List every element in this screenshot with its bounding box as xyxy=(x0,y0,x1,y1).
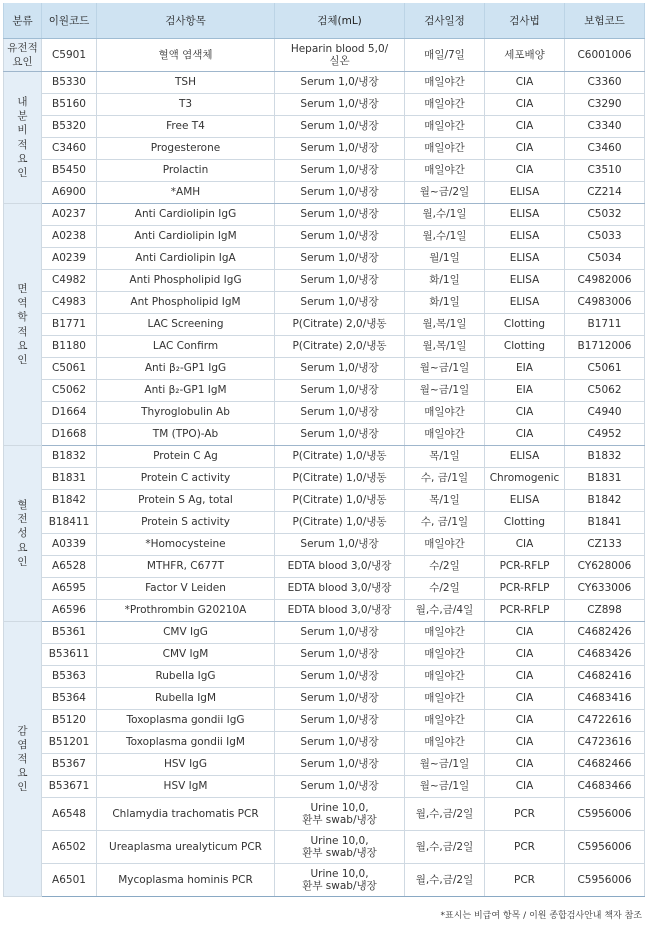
specimen-cell: Urine 10,0, 환부 swab/냉장 xyxy=(275,864,405,897)
table-row xyxy=(4,512,645,534)
code-cell: B1831 xyxy=(42,468,97,490)
code-cell: B1180 xyxy=(42,336,97,358)
specimen-cell: Serum 1,0/냉장 xyxy=(275,666,405,688)
code-cell: B18411 xyxy=(42,512,97,534)
specimen-cell: Serum 1,0/냉장 xyxy=(275,710,405,732)
code-cell: A6900 xyxy=(42,182,97,204)
item-cell: Thyroglobulin Ab xyxy=(97,402,275,424)
method-cell: Clotting xyxy=(485,336,565,358)
item-cell: Protein C activity xyxy=(97,468,275,490)
insurance-cell: C4683416 xyxy=(565,688,645,710)
item-cell: Toxoplasma gondii IgM xyxy=(97,732,275,754)
table-row xyxy=(4,644,645,666)
specimen-cell: EDTA blood 3,0/냉장 xyxy=(275,578,405,600)
insurance-cell: C4683426 xyxy=(565,644,645,666)
item-cell: Protein S Ag, total xyxy=(97,490,275,512)
item-cell: 혈액 염색체 xyxy=(97,39,275,72)
specimen-cell: Serum 1,0/냉장 xyxy=(275,160,405,182)
code-cell: C4983 xyxy=(42,292,97,314)
table-row xyxy=(4,358,645,380)
item-cell: Free T4 xyxy=(97,116,275,138)
header-code: 이원코드 xyxy=(42,3,97,39)
insurance-cell: CY628006 xyxy=(565,556,645,578)
specimen-cell: Serum 1,0/냉장 xyxy=(275,754,405,776)
insurance-cell: C5956006 xyxy=(565,798,645,831)
schedule-cell: 월,수/1일 xyxy=(405,226,485,248)
method-cell: CIA xyxy=(485,424,565,446)
specimen-cell: Serum 1,0/냉장 xyxy=(275,402,405,424)
method-cell: ELISA xyxy=(485,490,565,512)
table-row xyxy=(4,754,645,776)
item-cell: TSH xyxy=(97,72,275,94)
table-row xyxy=(4,402,645,424)
code-cell: B1771 xyxy=(42,314,97,336)
code-cell: B5361 xyxy=(42,622,97,644)
insurance-cell: C5034 xyxy=(565,248,645,270)
table-row xyxy=(4,72,645,94)
item-cell: *AMH xyxy=(97,182,275,204)
schedule-cell: 월~금/1일 xyxy=(405,776,485,798)
table-row xyxy=(4,292,645,314)
code-cell: C3460 xyxy=(42,138,97,160)
schedule-cell: 매일야간 xyxy=(405,622,485,644)
code-cell: A0339 xyxy=(42,534,97,556)
insurance-cell: B1841 xyxy=(565,512,645,534)
table-row xyxy=(4,622,645,644)
insurance-cell: C4682416 xyxy=(565,666,645,688)
schedule-cell: 매일야간 xyxy=(405,534,485,556)
schedule-cell: 월~금/1일 xyxy=(405,754,485,776)
insurance-cell: C5061 xyxy=(565,358,645,380)
insurance-cell: B1842 xyxy=(565,490,645,512)
specimen-cell: Serum 1,0/냉장 xyxy=(275,358,405,380)
insurance-cell: B1711 xyxy=(565,314,645,336)
code-cell: B5120 xyxy=(42,710,97,732)
category-cell: 유전적 요인 xyxy=(4,39,42,72)
item-cell: Protein S activity xyxy=(97,512,275,534)
method-cell: Clotting xyxy=(485,314,565,336)
method-cell: CIA xyxy=(485,160,565,182)
item-cell: Protein C Ag xyxy=(97,446,275,468)
insurance-cell: C4940 xyxy=(565,402,645,424)
header-category: 분류 xyxy=(4,3,42,39)
item-cell: Factor V Leiden xyxy=(97,578,275,600)
item-cell: Anti Cardiolipin IgA xyxy=(97,248,275,270)
specimen-cell: Serum 1,0/냉장 xyxy=(275,622,405,644)
header-schedule: 검사일정 xyxy=(405,3,485,39)
table-row xyxy=(4,226,645,248)
insurance-cell: C4722616 xyxy=(565,710,645,732)
code-cell: B1832 xyxy=(42,446,97,468)
method-cell: ELISA xyxy=(485,204,565,226)
category-cell: 면 역 학 적 요 인 xyxy=(4,204,42,446)
table-row xyxy=(4,864,645,897)
code-cell: B5363 xyxy=(42,666,97,688)
schedule-cell: 매일야간 xyxy=(405,424,485,446)
schedule-cell: 화/1일 xyxy=(405,292,485,314)
table-row xyxy=(4,138,645,160)
specimen-cell: EDTA blood 3,0/냉장 xyxy=(275,600,405,622)
method-cell: CIA xyxy=(485,776,565,798)
code-cell: A0239 xyxy=(42,248,97,270)
method-cell: EIA xyxy=(485,358,565,380)
method-cell: Chromogenic xyxy=(485,468,565,490)
insurance-cell: B1832 xyxy=(565,446,645,468)
method-cell: Clotting xyxy=(485,512,565,534)
table-row xyxy=(4,732,645,754)
schedule-cell: 매일/7일 xyxy=(405,39,485,72)
header-insurance: 보험코드 xyxy=(565,3,645,39)
schedule-cell: 화/1일 xyxy=(405,270,485,292)
schedule-cell: 매일야간 xyxy=(405,732,485,754)
schedule-cell: 월,수,금/2일 xyxy=(405,831,485,864)
table-row xyxy=(4,160,645,182)
table-row xyxy=(4,94,645,116)
schedule-cell: 매일야간 xyxy=(405,710,485,732)
specimen-cell: Serum 1,0/냉장 xyxy=(275,226,405,248)
header-method: 검사법 xyxy=(485,3,565,39)
table-row xyxy=(4,468,645,490)
table-row xyxy=(4,534,645,556)
method-cell: PCR xyxy=(485,864,565,897)
insurance-cell: C4723616 xyxy=(565,732,645,754)
insurance-cell: CY633006 xyxy=(565,578,645,600)
table-row xyxy=(4,798,645,831)
method-cell: CIA xyxy=(485,754,565,776)
table-row xyxy=(4,578,645,600)
item-cell: LAC Screening xyxy=(97,314,275,336)
specimen-cell: Urine 10,0, 환부 swab/냉장 xyxy=(275,798,405,831)
table-row xyxy=(4,39,645,72)
method-cell: ELISA xyxy=(485,226,565,248)
method-cell: CIA xyxy=(485,666,565,688)
specimen-cell: Heparin blood 5,0/ 실온 xyxy=(275,39,405,72)
table-row xyxy=(4,116,645,138)
code-cell: A6595 xyxy=(42,578,97,600)
item-cell: T3 xyxy=(97,94,275,116)
code-cell: B51201 xyxy=(42,732,97,754)
method-cell: CIA xyxy=(485,138,565,160)
method-cell: ELISA xyxy=(485,248,565,270)
method-cell: PCR xyxy=(485,831,565,864)
table-row xyxy=(4,710,645,732)
method-cell: CIA xyxy=(485,402,565,424)
insurance-cell: C5956006 xyxy=(565,831,645,864)
table-row xyxy=(4,776,645,798)
method-cell: PCR-RFLP xyxy=(485,578,565,600)
code-cell: C4982 xyxy=(42,270,97,292)
insurance-cell: C3340 xyxy=(565,116,645,138)
specimen-cell: Serum 1,0/냉장 xyxy=(275,270,405,292)
code-cell: C5061 xyxy=(42,358,97,380)
table-row xyxy=(4,446,645,468)
schedule-cell: 매일야간 xyxy=(405,688,485,710)
insurance-cell: C4983006 xyxy=(565,292,645,314)
item-cell: Anti β₂-GP1 IgG xyxy=(97,358,275,380)
header-specimen: 검체(mL) xyxy=(275,3,405,39)
item-cell: Anti Phospholipid IgG xyxy=(97,270,275,292)
method-cell: CIA xyxy=(485,710,565,732)
insurance-cell: CZ133 xyxy=(565,534,645,556)
method-cell: PCR-RFLP xyxy=(485,556,565,578)
specimen-cell: EDTA blood 3,0/냉장 xyxy=(275,556,405,578)
schedule-cell: 월~금/1일 xyxy=(405,380,485,402)
method-cell: PCR-RFLP xyxy=(485,600,565,622)
specimen-cell: Serum 1,0/냉장 xyxy=(275,204,405,226)
insurance-cell: C5062 xyxy=(565,380,645,402)
code-cell: B53611 xyxy=(42,644,97,666)
table-row xyxy=(4,600,645,622)
code-cell: B5450 xyxy=(42,160,97,182)
code-cell: A6548 xyxy=(42,798,97,831)
specimen-cell: Serum 1,0/냉장 xyxy=(275,732,405,754)
item-cell: Ureaplasma urealyticum PCR xyxy=(97,831,275,864)
header-item: 검사항목 xyxy=(97,3,275,39)
method-cell: CIA xyxy=(485,622,565,644)
item-cell: Chlamydia trachomatis PCR xyxy=(97,798,275,831)
specimen-cell: Serum 1,0/냉장 xyxy=(275,94,405,116)
footnote: *표시는 비급여 항목 / 이원 종합검사안내 책자 참조 xyxy=(440,911,642,921)
schedule-cell: 매일야간 xyxy=(405,138,485,160)
schedule-cell: 월/1일 xyxy=(405,248,485,270)
item-cell: *Prothrombin G20210A xyxy=(97,600,275,622)
specimen-cell: Serum 1,0/냉장 xyxy=(275,380,405,402)
code-cell: A6596 xyxy=(42,600,97,622)
specimen-cell: Serum 1,0/냉장 xyxy=(275,116,405,138)
specimen-cell: P(Citrate) 1,0/냉동 xyxy=(275,512,405,534)
table-row xyxy=(4,424,645,446)
specimen-cell: Serum 1,0/냉장 xyxy=(275,72,405,94)
schedule-cell: 수/2일 xyxy=(405,578,485,600)
schedule-cell: 목/1일 xyxy=(405,490,485,512)
method-cell: EIA xyxy=(485,380,565,402)
code-cell: B53671 xyxy=(42,776,97,798)
schedule-cell: 매일야간 xyxy=(405,94,485,116)
insurance-cell: C3360 xyxy=(565,72,645,94)
schedule-cell: 월~금/1일 xyxy=(405,358,485,380)
item-cell: *Homocysteine xyxy=(97,534,275,556)
insurance-cell: B1831 xyxy=(565,468,645,490)
method-cell: CIA xyxy=(485,116,565,138)
insurance-cell: CZ898 xyxy=(565,600,645,622)
specimen-cell: P(Citrate) 2,0/냉동 xyxy=(275,314,405,336)
item-cell: Mycoplasma hominis PCR xyxy=(97,864,275,897)
table-row xyxy=(4,688,645,710)
table-row xyxy=(4,666,645,688)
code-cell: C5062 xyxy=(42,380,97,402)
insurance-cell: C4683466 xyxy=(565,776,645,798)
specimen-cell: Serum 1,0/냉장 xyxy=(275,248,405,270)
schedule-cell: 매일야간 xyxy=(405,160,485,182)
specimen-cell: Serum 1,0/냉장 xyxy=(275,138,405,160)
category-cell: 내 분 비 적 요 인 xyxy=(4,72,42,204)
schedule-cell: 매일야간 xyxy=(405,72,485,94)
schedule-cell: 매일야간 xyxy=(405,116,485,138)
test-table xyxy=(3,3,645,897)
schedule-cell: 매일야간 xyxy=(405,644,485,666)
schedule-cell: 매일야간 xyxy=(405,402,485,424)
method-cell: PCR xyxy=(485,798,565,831)
schedule-cell: 월,수/1일 xyxy=(405,204,485,226)
code-cell: C5901 xyxy=(42,39,97,72)
code-cell: A6501 xyxy=(42,864,97,897)
schedule-cell: 월,수,금/4일 xyxy=(405,600,485,622)
method-cell: ELISA xyxy=(485,182,565,204)
insurance-cell: C5033 xyxy=(565,226,645,248)
item-cell: CMV IgM xyxy=(97,644,275,666)
code-cell: A0237 xyxy=(42,204,97,226)
code-cell: B5364 xyxy=(42,688,97,710)
table-header-row xyxy=(4,3,645,39)
specimen-cell: P(Citrate) 2,0/냉동 xyxy=(275,336,405,358)
insurance-cell: C6001006 xyxy=(565,39,645,72)
item-cell: LAC Confirm xyxy=(97,336,275,358)
category-cell: 감 염 적 요 인 xyxy=(4,622,42,897)
item-cell: Rubella IgM xyxy=(97,688,275,710)
method-cell: ELISA xyxy=(485,270,565,292)
insurance-cell: C4682466 xyxy=(565,754,645,776)
code-cell: B5160 xyxy=(42,94,97,116)
item-cell: HSV IgG xyxy=(97,754,275,776)
code-cell: B5330 xyxy=(42,72,97,94)
method-cell: CIA xyxy=(485,534,565,556)
category-cell: 혈 전 성 요 인 xyxy=(4,446,42,622)
code-cell: B1842 xyxy=(42,490,97,512)
method-cell: CIA xyxy=(485,644,565,666)
item-cell: Ant Phospholipid IgM xyxy=(97,292,275,314)
schedule-cell: 월,수,금/2일 xyxy=(405,798,485,831)
specimen-cell: P(Citrate) 1,0/냉동 xyxy=(275,490,405,512)
item-cell: Anti β₂-GP1 IgM xyxy=(97,380,275,402)
schedule-cell: 월,목/1일 xyxy=(405,336,485,358)
insurance-cell: C4682426 xyxy=(565,622,645,644)
schedule-cell: 월,목/1일 xyxy=(405,314,485,336)
table-row xyxy=(4,380,645,402)
specimen-cell: Serum 1,0/냉장 xyxy=(275,292,405,314)
item-cell: TM (TPO)-Ab xyxy=(97,424,275,446)
specimen-cell: P(Citrate) 1,0/냉동 xyxy=(275,446,405,468)
table-row xyxy=(4,336,645,358)
insurance-cell: C3290 xyxy=(565,94,645,116)
item-cell: HSV IgM xyxy=(97,776,275,798)
insurance-cell: CZ214 xyxy=(565,182,645,204)
table-row xyxy=(4,556,645,578)
code-cell: B5367 xyxy=(42,754,97,776)
code-cell: D1664 xyxy=(42,402,97,424)
schedule-cell: 수/2일 xyxy=(405,556,485,578)
insurance-cell: C3510 xyxy=(565,160,645,182)
schedule-cell: 매일야간 xyxy=(405,666,485,688)
schedule-cell: 월,수,금/2일 xyxy=(405,864,485,897)
table-row xyxy=(4,248,645,270)
schedule-cell: 수, 금/1일 xyxy=(405,468,485,490)
method-cell: CIA xyxy=(485,688,565,710)
specimen-cell: Serum 1,0/냉장 xyxy=(275,182,405,204)
specimen-cell: Serum 1,0/냉장 xyxy=(275,688,405,710)
insurance-cell: C3460 xyxy=(565,138,645,160)
specimen-cell: Urine 10,0, 환부 swab/냉장 xyxy=(275,831,405,864)
item-cell: CMV IgG xyxy=(97,622,275,644)
table-row xyxy=(4,204,645,226)
item-cell: Toxoplasma gondii IgG xyxy=(97,710,275,732)
insurance-cell: C5032 xyxy=(565,204,645,226)
table-body xyxy=(4,39,645,897)
table-row xyxy=(4,314,645,336)
method-cell: CIA xyxy=(485,72,565,94)
schedule-cell: 월~금/2일 xyxy=(405,182,485,204)
method-cell: CIA xyxy=(485,94,565,116)
item-cell: Anti Cardiolipin IgM xyxy=(97,226,275,248)
code-cell: B5320 xyxy=(42,116,97,138)
insurance-cell: C4952 xyxy=(565,424,645,446)
item-cell: Rubella IgG xyxy=(97,666,275,688)
method-cell: ELISA xyxy=(485,292,565,314)
item-cell: Progesterone xyxy=(97,138,275,160)
method-cell: CIA xyxy=(485,732,565,754)
code-cell: A0238 xyxy=(42,226,97,248)
schedule-cell: 목/1일 xyxy=(405,446,485,468)
specimen-cell: Serum 1,0/냉장 xyxy=(275,776,405,798)
table-row xyxy=(4,270,645,292)
specimen-cell: Serum 1,0/냉장 xyxy=(275,644,405,666)
insurance-cell: C5956006 xyxy=(565,864,645,897)
item-cell: Prolactin xyxy=(97,160,275,182)
item-cell: Anti Cardiolipin IgG xyxy=(97,204,275,226)
method-cell: 세포배양 xyxy=(485,39,565,72)
schedule-cell: 수, 금/1일 xyxy=(405,512,485,534)
table-row xyxy=(4,182,645,204)
insurance-cell: B1712006 xyxy=(565,336,645,358)
specimen-cell: P(Citrate) 1,0/냉동 xyxy=(275,468,405,490)
method-cell: ELISA xyxy=(485,446,565,468)
table-row xyxy=(4,831,645,864)
code-cell: A6528 xyxy=(42,556,97,578)
insurance-cell: C4982006 xyxy=(565,270,645,292)
code-cell: A6502 xyxy=(42,831,97,864)
code-cell: D1668 xyxy=(42,424,97,446)
table-row xyxy=(4,490,645,512)
specimen-cell: Serum 1,0/냉장 xyxy=(275,534,405,556)
item-cell: MTHFR, C677T xyxy=(97,556,275,578)
specimen-cell: Serum 1,0/냉장 xyxy=(275,424,405,446)
